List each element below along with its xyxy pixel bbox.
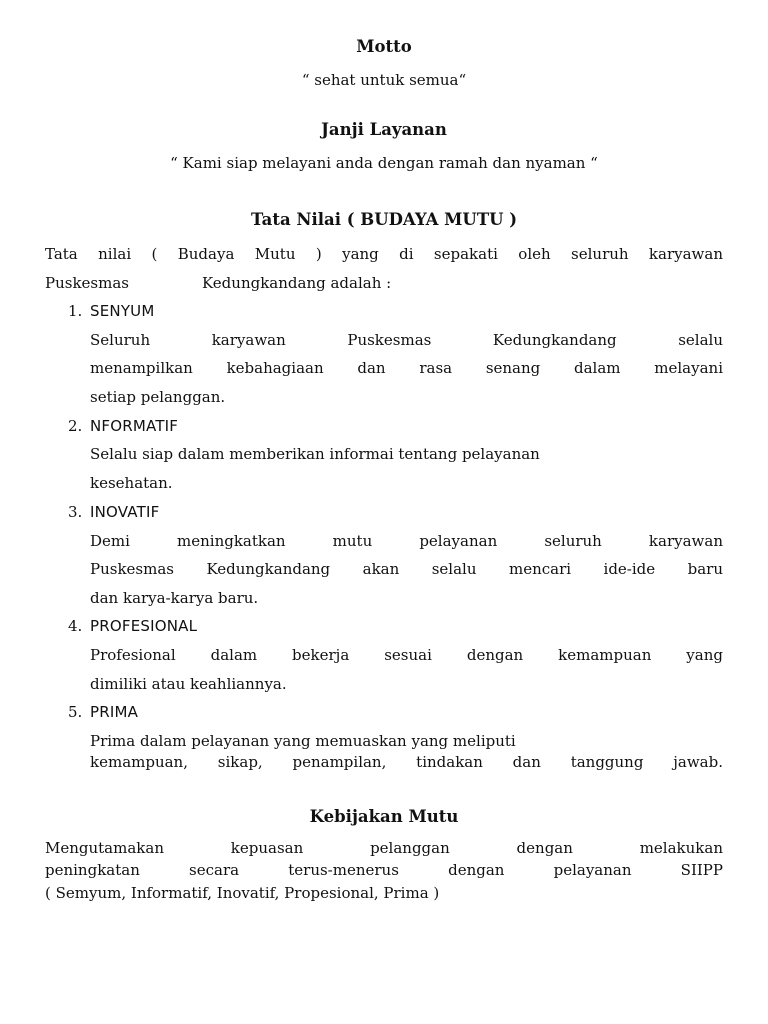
- list-item-title: SENYUM: [90, 302, 155, 320]
- list-item-line: Demi meningkatkan mutu pelayanan seluruh karyawan: [90, 532, 723, 550]
- list-item-number: 2.: [68, 417, 83, 435]
- list-item-line: dan karya-karya baru.: [90, 589, 259, 607]
- kebijakan-line: peningkatan secara terus-menerus dengan pelayanan SIIPP: [45, 861, 723, 879]
- tata-nilai-intro-line-2a: Puskesmas: [45, 274, 129, 292]
- kebijakan-line: Mengutamakan kepuasan pelanggan dengan melakukan: [45, 839, 723, 857]
- list-item-line: kesehatan.: [90, 474, 173, 492]
- list-item-number: 3.: [68, 503, 83, 521]
- tata-nilai-intro-line-1: Tata nilai ( Budaya Mutu ) yang di sepakati oleh seluruh karyawan: [45, 245, 723, 263]
- list-item-title: PROFESIONAL: [90, 617, 198, 635]
- motto-text: “ sehat untuk semua“: [301, 71, 467, 89]
- kebijakan-heading: Kebijakan Mutu: [309, 807, 459, 826]
- tata-nilai-heading: Tata Nilai ( BUDAYA MUTU ): [250, 210, 518, 229]
- list-item-number: 4.: [68, 617, 83, 635]
- list-item-line: kemampuan, sikap, penampilan, tindakan dan tanggung jawab.: [90, 753, 723, 771]
- kebijakan-line: ( Semyum, Informatif, Inovatif, Propesional, Prima ): [45, 884, 440, 902]
- tata-nilai-intro-line-2b: Kedungkandang adalah :: [202, 274, 392, 292]
- list-item-line: Profesional dalam bekerja sesuai dengan kemampuan yang: [90, 646, 723, 664]
- janji-heading: Janji Layanan: [321, 120, 447, 139]
- list-item-line: Selalu siap dalam memberikan informai tentang pelayanan: [90, 445, 540, 463]
- list-item-title: PRIMA: [90, 703, 139, 721]
- list-item-title: INOVATIF: [90, 503, 160, 521]
- janji-text: “ Kami siap melayani anda dengan ramah dan nyaman “: [170, 154, 598, 172]
- list-item-line: setiap pelanggan.: [90, 388, 226, 406]
- motto-heading: Motto: [356, 37, 412, 56]
- list-item-number: 1.: [68, 302, 83, 320]
- list-item-line: dimiliki atau keahliannya.: [90, 675, 287, 693]
- list-item-line: Prima dalam pelayanan yang memuaskan yang meliputi: [90, 732, 516, 750]
- list-item-title: NFORMATIF: [90, 417, 179, 435]
- list-item-number: 5.: [68, 703, 83, 721]
- list-item-line: menampilkan kebahagiaan dan rasa senang dalam melayani: [90, 359, 723, 377]
- list-item-line: Seluruh karyawan Puskesmas Kedungkandang selalu: [90, 331, 723, 349]
- list-item-line: Puskesmas Kedungkandang akan selalu mencari ide-ide baru: [90, 560, 723, 578]
